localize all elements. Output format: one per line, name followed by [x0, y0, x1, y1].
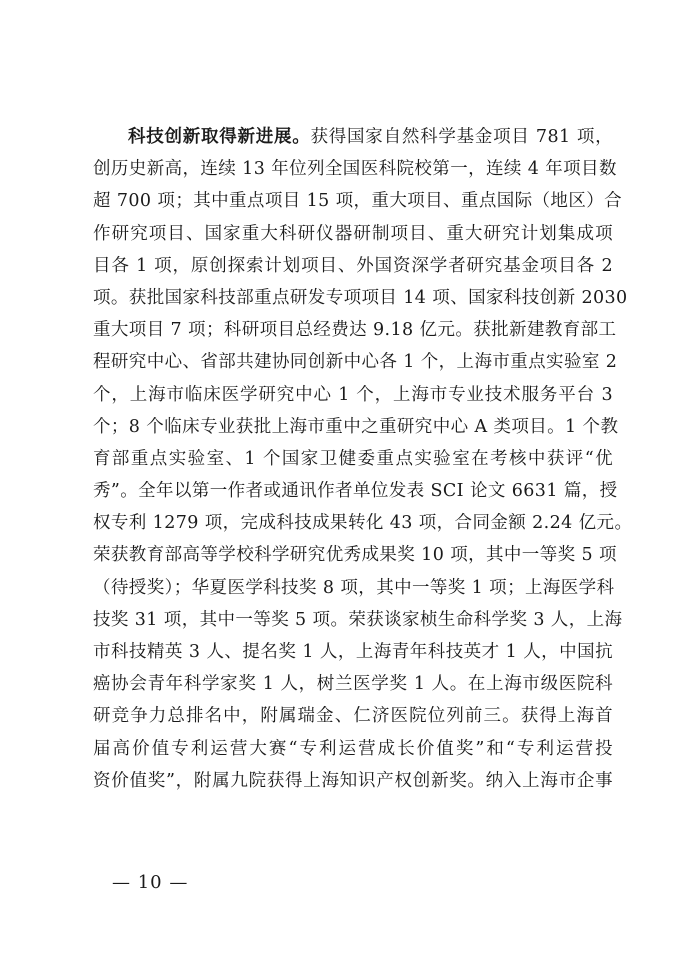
paragraph-heading: 科技创新取得新进展。: [128, 127, 311, 147]
paragraph-line: 项。获批国家科技部重点研发专项项目 14 项、国家科技创新 2030: [93, 287, 628, 308]
paragraph-line: 市科技精英 3 人、提名奖 1 人，上海青年科技英才 1 人，中国抗: [93, 642, 613, 662]
paragraph-line-text: 获得国家自然科学基金项目 781 项，: [310, 127, 613, 147]
paragraph-line: [93, 121, 613, 153]
paragraph-line: 个，上海市临床医学研究中心 1 个，上海市专业技术服务平台 3: [93, 384, 613, 405]
paragraph-line: 重大项目 7 项；科研项目总经费达 9.18 亿元。获批新建教育部工: [93, 320, 617, 341]
paragraph-line: 目各 1 项，原创探索计划项目、外国资深学者研究基金项目各 2: [93, 255, 613, 276]
paragraph-line: 超 700 项；其中重点项目 15 项，重大项目、重点国际（地区）合: [93, 191, 623, 212]
paragraph-line: 癌协会青年科学家奖 1 人，树兰医学奖 1 人。在上海市级医院科: [93, 674, 613, 695]
paragraph-line: 荣获教育部高等学校科学研究优秀成果奖 10 项，其中一等奖 5 项: [93, 545, 617, 566]
paragraph-line: 作研究项目、国家重大科研仪器研制项目、重大研究计划集成项: [93, 223, 613, 244]
paragraph-line: 个；8 个临床专业获批上海市重中之重研究中心 A 类项目。1 个教: [93, 416, 619, 437]
paragraph-line: （待授奖）；华夏医学科技奖 8 项，其中一等奖 1 项；上海医学科: [93, 577, 615, 598]
paragraph-line: 权专利 1279 项，完成科技成果转化 43 项，合同金额 2.24 亿元。: [93, 513, 633, 534]
paragraph-line: 技奖 31 项，其中一等奖 5 项。荣获谈家桢生命科学奖 3 人，上海: [93, 609, 623, 630]
paragraph-line: 届高价值专利运营大赛“专利运营成长价值奖”和“专利运营投: [93, 738, 613, 759]
body-paragraph: [93, 121, 633, 797]
paragraph-line: 资价值奖”，附属九院获得上海知识产权创新奖。纳入上海市企事: [93, 770, 613, 791]
paragraph-line: 育部重点实验室、1 个国家卫健委重点实验室在考核中获评“优: [93, 448, 613, 469]
paragraph-line: 研竞争力总排名中，附属瑞金、仁济医院位列前三。获得上海首: [93, 706, 613, 727]
paragraph-line: 程研究中心、省部共建协同创新中心各 1 个，上海市重点实验室 2: [93, 352, 618, 373]
paragraph-line: 创历史新高，连续 13 年位列全国医科院校第一，连续 4 年项目数: [93, 159, 617, 180]
paragraph-line: 秀”。全年以第一作者或通讯作者单位发表 SCI 论文 6631 篇，授: [93, 481, 618, 502]
page-number: — 10 —: [112, 872, 189, 893]
